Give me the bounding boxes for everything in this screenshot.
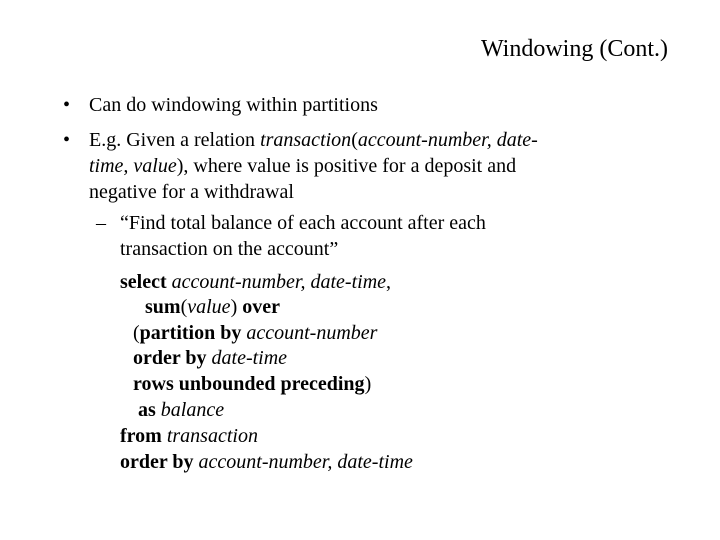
text: ), where value is positive for a deposit and [176,155,517,177]
sub-bullet-dash: – [96,212,106,234]
column: account-number [246,322,378,344]
text: ) [230,296,238,318]
column: account-number, date-time [171,271,387,293]
text: ( [180,296,188,318]
sub-bullet-line-2: transaction on the account” [120,238,339,260]
keyword: partition by [139,322,242,344]
text: ( [351,129,358,151]
bullet-2-line-1 [89,127,538,153]
column: account-number, date-time [198,451,413,473]
keyword: from [120,425,162,447]
query-final-order-line [120,449,413,475]
bullet-marker: • [63,94,71,116]
keyword: as [138,399,156,421]
sub-bullet-line-1: “Find total balance of each account after each [120,212,486,234]
keyword: select [120,271,167,293]
query-rows-line [133,371,371,397]
keyword: order by [120,451,194,473]
bullet-1-text: Can do windowing within partitions [89,94,378,116]
keyword: order by [133,347,207,369]
keyword: rows unbounded preceding [133,373,365,395]
text: E.g. Given a relation [89,129,261,151]
relation-name: transaction [260,129,352,151]
query-sum-line [145,294,280,320]
bullet-2-line-3: negative for a withdrawal [89,181,294,203]
keyword: sum [145,296,181,318]
query-select-line [120,269,391,295]
keyword: over [242,296,280,318]
alias: balance [160,399,225,421]
bullet-2-line-2 [89,153,516,179]
table: transaction [166,425,258,447]
query-alias-line [138,397,224,423]
column: date-time [211,347,288,369]
text: ) [364,373,372,395]
query-from-line [120,423,258,449]
text: , [386,271,392,293]
column: value [187,296,231,318]
query-partition-line [133,320,377,346]
relation-attrs: account-number, date- [357,129,538,151]
text: ( [133,322,140,344]
relation-attrs: time, value [89,155,177,177]
query-orderby-line [133,345,287,371]
bullet-marker: • [63,129,71,151]
slide-title: Windowing (Cont.) [480,36,668,62]
